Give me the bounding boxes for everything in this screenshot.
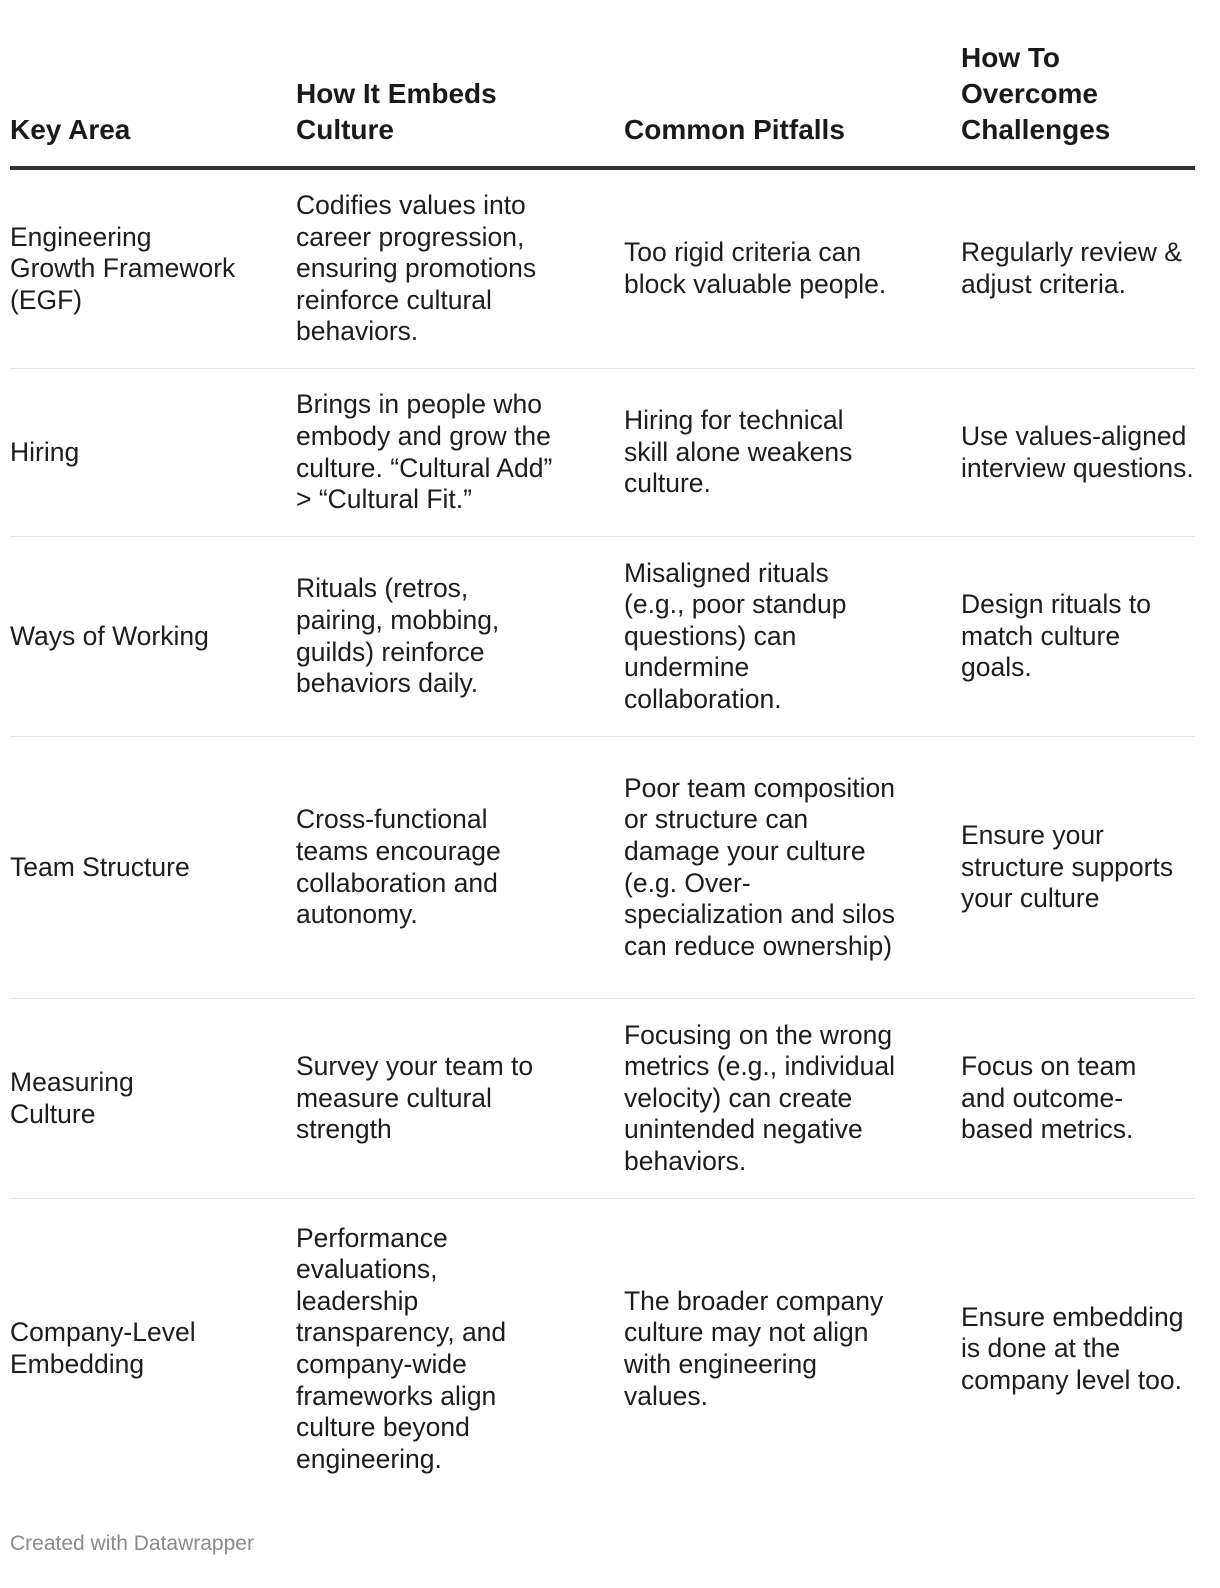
cell-text: Regularly review & adjust criteria. bbox=[961, 237, 1182, 299]
cell-key-area bbox=[10, 537, 296, 737]
table-row bbox=[10, 369, 1195, 537]
cell-embeds bbox=[296, 999, 624, 1199]
cell-text: Use values-aligned interview questions. bbox=[961, 420, 1194, 483]
cell-embeds bbox=[296, 369, 624, 537]
cell-overcome bbox=[961, 168, 1195, 369]
cell-overcome bbox=[961, 999, 1195, 1199]
cell-embeds bbox=[296, 537, 624, 737]
header-how-it-embeds-text: How It Embeds Culture bbox=[296, 78, 497, 145]
cell-text: Measuring Culture bbox=[10, 1066, 134, 1129]
datawrapper-credit[interactable]: Created with Datawrapper bbox=[10, 1532, 254, 1555]
cell-overcome bbox=[961, 537, 1195, 737]
cell-text: Ways of Working bbox=[10, 620, 209, 651]
cell-embeds bbox=[296, 168, 624, 369]
cell-overcome bbox=[961, 1199, 1195, 1500]
cell-text: Performance evaluations, leadership transparency, and company-wide frameworks align culture beyond engineering. bbox=[296, 1222, 507, 1474]
table-row bbox=[10, 537, 1195, 737]
cell-key-area bbox=[10, 369, 296, 537]
table-row bbox=[10, 168, 1195, 369]
cell-text: Ensure embedding is done at the company level too. bbox=[961, 1301, 1184, 1395]
cell-pitfalls bbox=[624, 537, 961, 737]
cell-key-area bbox=[10, 737, 296, 999]
cell-text: Brings in people who embody and grow the culture. “Cultural Add” > “Cultural Fit.” bbox=[296, 389, 553, 515]
table-row bbox=[10, 999, 1195, 1199]
cell-text: Survey your team to measure cultural strength bbox=[296, 1051, 534, 1145]
table-body bbox=[10, 168, 1195, 1499]
cell-pitfalls bbox=[624, 168, 961, 369]
cell-pitfalls bbox=[624, 999, 961, 1199]
header-how-it-embeds bbox=[296, 0, 624, 168]
table-row bbox=[10, 1199, 1195, 1500]
header-common-pitfalls: Common Pitfalls bbox=[624, 0, 961, 168]
cell-text: Hiring bbox=[10, 436, 80, 467]
cell-pitfalls bbox=[624, 369, 961, 537]
cell-pitfalls bbox=[624, 737, 961, 999]
cell-text: Engineering Growth Framework (EGF) bbox=[10, 221, 236, 315]
cell-text: Cross-functional teams encourage collaboration and autonomy. bbox=[296, 804, 501, 930]
cell-text: Focusing on the wrong metrics (e.g., individual velocity) can create unintended negative behaviors. bbox=[624, 1019, 895, 1176]
cell-text: Design rituals to match culture goals. bbox=[961, 589, 1152, 683]
cell-text: Hiring for technical skill alone weakens culture. bbox=[624, 405, 853, 499]
cell-pitfalls bbox=[624, 1199, 961, 1500]
cell-text: Rituals (retros, pairing, mobbing, guilds) reinforce behaviors daily. bbox=[296, 573, 500, 699]
cell-text: Company-Level Embedding bbox=[10, 1317, 196, 1379]
header-how-to-overcome-text: How To Overcome Challenges bbox=[961, 42, 1111, 145]
cell-text: The broader company culture may not align with engineering values. bbox=[624, 1285, 884, 1411]
cell-key-area bbox=[10, 1199, 296, 1500]
cell-text: Misaligned rituals (e.g., poor standup questions) can undermine collaboration. bbox=[624, 557, 847, 714]
cell-key-area bbox=[10, 168, 296, 369]
header-how-to-overcome bbox=[961, 0, 1195, 168]
cell-embeds bbox=[296, 737, 624, 999]
header-row bbox=[10, 0, 1195, 168]
cell-overcome bbox=[961, 369, 1195, 537]
cell-key-area bbox=[10, 999, 296, 1199]
cell-text: Too rigid criteria can block valuable people. bbox=[624, 237, 887, 299]
table-header bbox=[10, 0, 1195, 168]
cell-text: Ensure your structure supports your culture bbox=[961, 820, 1174, 914]
cell-text: Team Structure bbox=[10, 851, 190, 882]
cell-text: Codifies values into career progression, ensuring promotions reinforce cultural behaviors. bbox=[296, 190, 537, 347]
cell-text: Poor team composition or structure can damage your culture (e.g. Over-specialization and silos can reduce ownership) bbox=[624, 772, 896, 961]
cell-embeds bbox=[296, 1199, 624, 1500]
table-row bbox=[10, 737, 1195, 999]
data-table-container bbox=[10, 0, 1195, 1499]
cell-text: Focus on team and outcome-based metrics. bbox=[961, 1051, 1137, 1145]
culture-table bbox=[10, 0, 1195, 1499]
header-key-area: Key Area bbox=[10, 0, 296, 168]
cell-overcome bbox=[961, 737, 1195, 999]
